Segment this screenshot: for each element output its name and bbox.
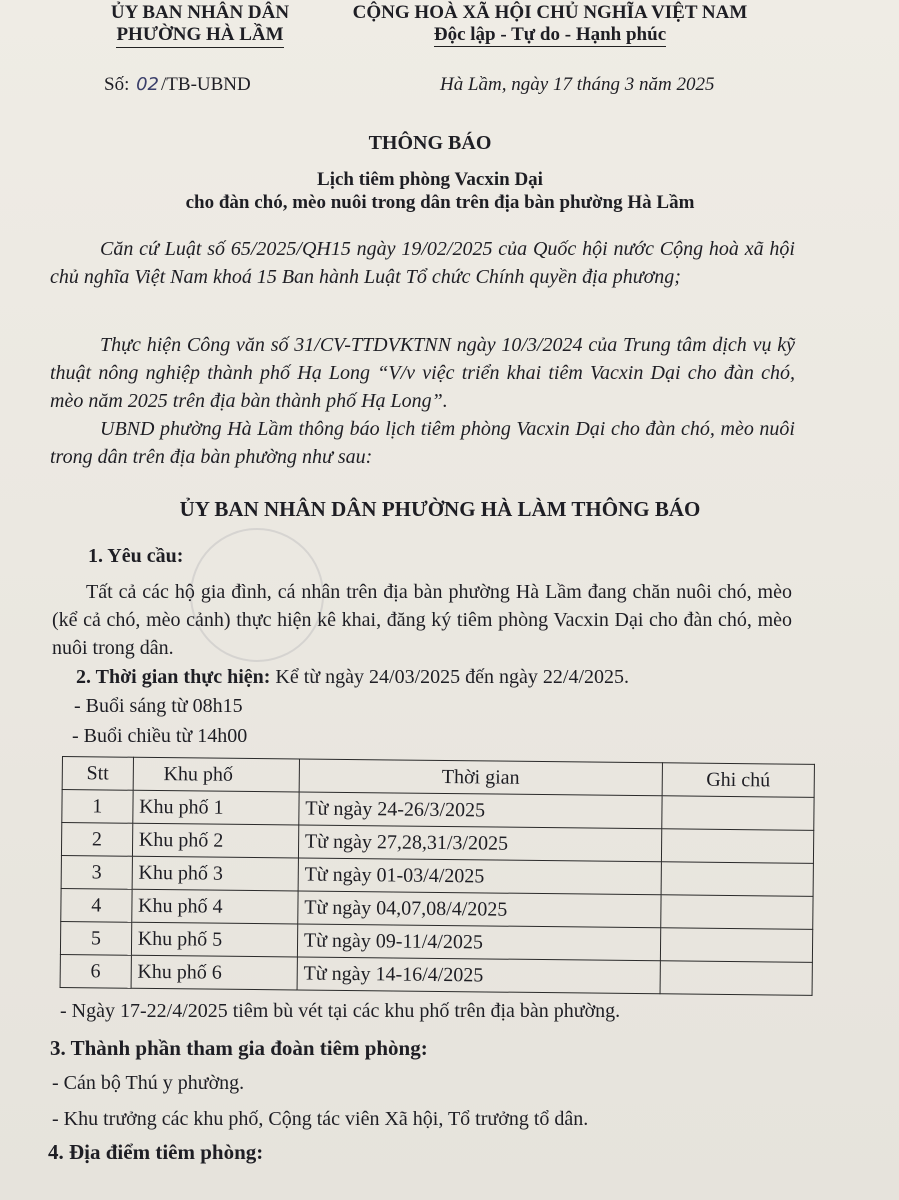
makeup-vaccination-note: - Ngày 17-22/4/2025 tiêm bù vét tại các khu phố trên địa bàn phường. <box>60 1000 621 1022</box>
legal-basis-paragraph: Căn cứ Luật số 65/2025/QH15 ngày 19/02/2025 của Quốc hội nước Cộng hoà xã hội chủ nghĩa Việt Nam khoá 15 Ban hành Luật Tổ chức Chính quyền địa phương; <box>50 238 795 288</box>
section-2-line <box>76 666 629 689</box>
issuing-authority <box>100 2 300 48</box>
document-subtitle-2: cho đàn chó, mèo nuôi trong dân trên địa bàn phường Hà Lầm <box>185 192 695 213</box>
section-3-heading: 3. Thành phần tham gia đoàn tiêm phòng: <box>50 1036 428 1060</box>
handwritten-number: 02 <box>136 74 160 95</box>
nation-name: CỘNG HOÀ XÃ HỘI CHỦ NGHĨA VIỆT NAM <box>352 2 748 23</box>
cell-thoi-gian: Từ ngày 09-11/4/2025 <box>297 924 660 961</box>
announcement-heading: ỦY BAN NHÂN DÂN PHƯỜNG HÀ LÀM THÔNG BÁO <box>179 497 701 521</box>
cell-ghi-chu <box>660 928 812 963</box>
announcement-paragraph: UBND phường Hà Lầm thông báo lịch tiêm phòng Vacxin Dại cho đàn chó, mèo nuôi trong dân trên địa bàn phường như sau: <box>50 418 795 468</box>
cell-ghi-chu <box>662 796 814 831</box>
cell-khu-pho: Khu phố 5 <box>131 922 298 957</box>
cell-thoi-gian: Từ ngày 04,07,08/4/2025 <box>298 891 661 928</box>
schedule-table <box>60 756 815 996</box>
cell-ghi-chu <box>661 829 813 864</box>
motto-line: Độc lập - Tự do - Hạnh phúc <box>433 24 667 45</box>
cell-thoi-gian: Từ ngày 01-03/4/2025 <box>298 858 661 895</box>
header-thoi-gian: Thời gian <box>299 759 662 796</box>
morning-session: - Buổi sáng từ 08h15 <box>74 695 243 717</box>
number-suffix: /TB-UBND <box>161 74 251 95</box>
cell-thoi-gian: Từ ngày 14-16/4/2025 <box>297 957 660 994</box>
cell-stt: 2 <box>61 823 132 857</box>
table-row <box>60 954 812 995</box>
cell-khu-pho: Khu phố 1 <box>132 790 299 825</box>
cell-ghi-chu <box>660 961 812 996</box>
implementation-paragraph: Thực hiện Công văn số 31/CV-TTDVKTNN ngày 10/3/2024 của Trung tâm dịch vụ kỹ thuật nông nghiệp thành phố Hạ Long “V/v việc triển khai tiêm Vacxin Dại cho đàn chó, mèo năm 2025 trên địa bàn thành phố Hạ Long”. <box>50 334 795 412</box>
section-2-text: Kể từ ngày 24/03/2025 đến ngày 22/4/2025. <box>275 666 629 688</box>
cell-khu-pho: Khu phố 4 <box>131 889 298 924</box>
document-number <box>104 74 251 96</box>
cell-stt: 4 <box>61 888 132 922</box>
cell-stt: 5 <box>60 921 131 955</box>
document-title: THÔNG BÁO <box>368 132 492 154</box>
authority-line-2: PHƯỜNG HÀ LẦM <box>116 24 283 48</box>
section-2-heading: 2. Thời gian thực hiện: <box>76 666 271 688</box>
cell-khu-pho: Khu phố 6 <box>131 955 298 990</box>
section-1-heading: 1. Yêu cầu: <box>88 545 184 567</box>
cell-ghi-chu <box>661 895 813 930</box>
header-khu-pho: Khu phố <box>133 757 300 792</box>
cell-thoi-gian: Từ ngày 27,28,31/3/2025 <box>298 825 661 862</box>
cell-stt: 1 <box>62 790 133 824</box>
header-ghi-chu: Ghi chú <box>662 763 814 798</box>
header-stt: Stt <box>62 757 133 791</box>
national-motto <box>330 2 770 47</box>
authority-line-1: ỦY BAN NHÂN DÂN <box>110 2 290 23</box>
cell-stt: 6 <box>60 954 131 988</box>
cell-stt: 3 <box>61 855 132 889</box>
cell-khu-pho: Khu phố 2 <box>132 823 299 858</box>
afternoon-session: - Buổi chiều từ 14h00 <box>72 725 248 747</box>
section-4-heading: 4. Địa điểm tiêm phòng: <box>48 1140 264 1164</box>
document-subtitle-1: Lịch tiêm phòng Vacxin Dại <box>317 169 543 190</box>
section-1-text: Tất cả các hộ gia đình, cá nhân trên địa bàn phường Hà Lầm đang chăn nuôi chó, mèo (kể cả chó, mèo cảnh) thực hiện kê khai, đăng ký tiêm phòng Vacxin Dại cho đàn chó, mèo nuôi trong dân. <box>52 581 792 659</box>
cell-ghi-chu <box>661 862 813 897</box>
cell-thoi-gian: Từ ngày 24-26/3/2025 <box>299 792 662 829</box>
number-prefix: Số: <box>104 74 130 95</box>
section-3-item-2: - Khu trưởng các khu phố, Cộng tác viên Xã hội, Tổ trưởng tổ dân. <box>52 1108 589 1130</box>
section-3-item-1: - Cán bộ Thú y phường. <box>52 1072 245 1094</box>
place-date: Hà Lầm, ngày 17 tháng 3 năm 2025 <box>440 74 715 95</box>
cell-khu-pho: Khu phố 3 <box>132 856 299 891</box>
